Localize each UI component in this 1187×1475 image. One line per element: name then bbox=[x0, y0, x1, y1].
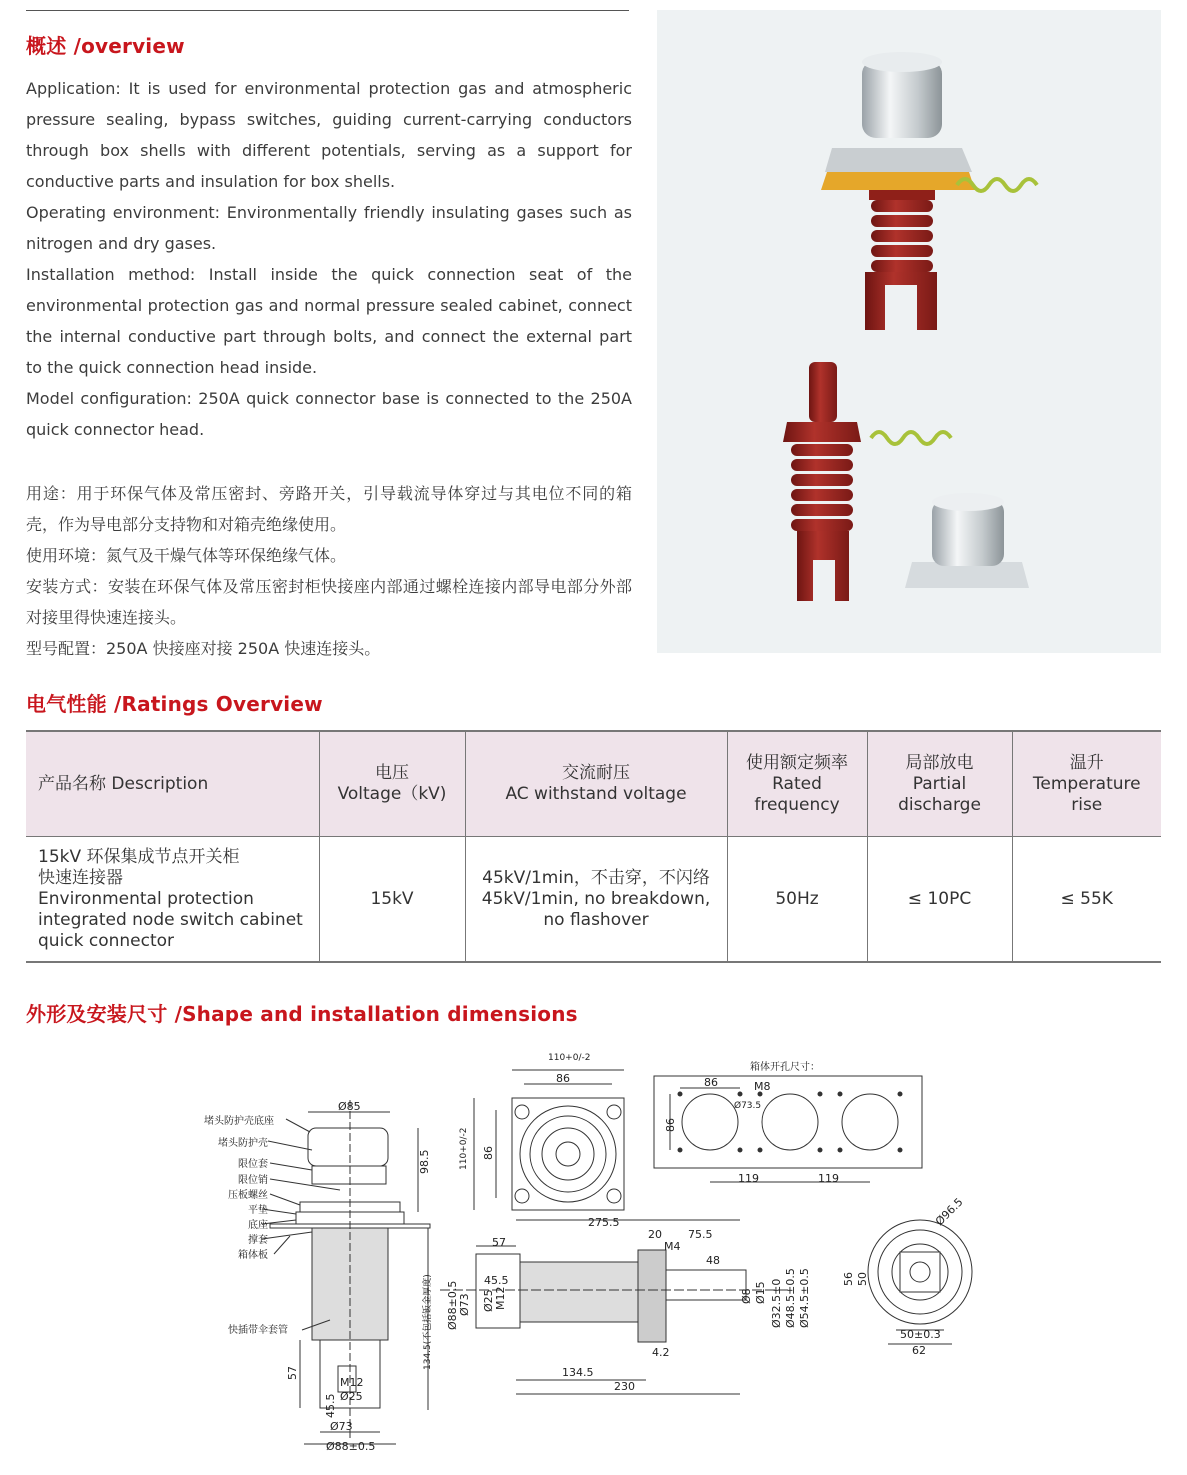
dim-m4: M4 bbox=[664, 1240, 681, 1253]
dim-50-v: 50 bbox=[856, 1272, 869, 1286]
label-base: 底座 bbox=[248, 1220, 268, 1231]
dim-134-5-mid: 134.5 bbox=[562, 1366, 594, 1379]
overview-installation: Installation method: Install inside the quick connection seat of the environmental protection gas and normal pressure sealed cabinet, connect the internal conductive part through bolts, and connect the external part to the quick connection head inside. bbox=[26, 265, 632, 377]
dim-d25: Ø25 bbox=[340, 1390, 363, 1403]
dimension-drawing bbox=[0, 1040, 1187, 1470]
hole-pattern-view bbox=[654, 1076, 922, 1182]
dimension-drawing-svg bbox=[0, 1040, 1187, 1470]
dim-86-side: 86 bbox=[482, 1146, 495, 1160]
cell-temperature-rise: ≤ 55K bbox=[1012, 837, 1161, 963]
ratings-heading: 电气性能 /Ratings Overview bbox=[26, 692, 323, 716]
dim-m12: M12 bbox=[340, 1376, 364, 1389]
cell-voltage: 15kV bbox=[319, 837, 465, 963]
dim-48: 48 bbox=[706, 1254, 720, 1267]
label-support-sleeve: 撑套 bbox=[248, 1235, 268, 1246]
product-photo bbox=[657, 10, 1161, 653]
dim-275-5: 275.5 bbox=[588, 1216, 620, 1229]
dim-d88: Ø88±0.5 bbox=[326, 1440, 376, 1453]
overview-model: Model configuration: 250A quick connector base is connected to the 250A quick connector head. bbox=[26, 389, 632, 439]
header-description: 产品名称 Description bbox=[26, 731, 319, 837]
dim-230: 230 bbox=[614, 1380, 635, 1393]
header-temperature-rise: 温升 Temperature rise bbox=[1012, 731, 1161, 837]
overview-zh-application: 用途：用于环保气体及常压密封、旁路开关，引导载流导体穿过与其电位不同的箱壳，作为导电部分支持物和对箱壳绝缘使用。 bbox=[26, 484, 632, 534]
dim-hole-86: 86 bbox=[704, 1076, 718, 1089]
label-cap: 堵头防护壳 bbox=[218, 1138, 268, 1149]
dim-m8: M8 bbox=[754, 1080, 771, 1093]
dimensions-heading: 外形及安装尺寸 /Shape and installation dimensions bbox=[26, 1002, 578, 1026]
top-rule bbox=[26, 10, 629, 11]
cell-partial-discharge: ≤ 10PC bbox=[867, 837, 1012, 963]
dim-d88-mid: Ø88±0.5 bbox=[446, 1280, 459, 1330]
dim-d96-5: Ø96.5 bbox=[932, 1195, 966, 1229]
dim-57-mid: 57 bbox=[492, 1236, 506, 1249]
dim-d15: Ø15 bbox=[754, 1281, 767, 1304]
dim-110-side: 110+0/-2 bbox=[459, 1127, 469, 1170]
top-view bbox=[474, 1070, 624, 1210]
dim-d73-mid: Ø73 bbox=[458, 1293, 471, 1316]
ratings-header-row bbox=[26, 731, 1161, 837]
overview-chinese bbox=[26, 478, 632, 664]
cell-description: 15kV 环保集成节点开关柜 快速连接器 Environmental protection integrated node switch cabinet quick connector bbox=[26, 837, 319, 963]
label-stop-pin: 限位销 bbox=[238, 1175, 268, 1186]
label-box-plate: 箱体板 bbox=[238, 1250, 268, 1261]
dim-d32-5: Ø32.5±0 bbox=[770, 1278, 783, 1328]
end-view bbox=[868, 1220, 972, 1344]
overview-english bbox=[26, 73, 632, 445]
label-cap-base: 堵头防护壳底座 bbox=[204, 1116, 274, 1127]
dim-m12-mid: M12 bbox=[494, 1286, 507, 1310]
cell-frequency: 50Hz bbox=[727, 837, 867, 963]
dim-98-5: 98.5 bbox=[418, 1149, 431, 1174]
dim-110-top: 110+0/-2 bbox=[548, 1053, 591, 1063]
dim-57: 57 bbox=[286, 1366, 299, 1380]
dim-d54-5: Ø54.5±0.5 bbox=[798, 1268, 811, 1328]
overview-zh-environment: 使用环境：氮气及干燥气体等环保绝缘气体。 bbox=[26, 546, 347, 565]
dim-20: 20 bbox=[648, 1228, 662, 1241]
dim-d85: Ø85 bbox=[338, 1100, 361, 1113]
dim-119-a: 119 bbox=[738, 1172, 759, 1185]
overview-zh-installation: 安装方式：安装在环保气体及常压密封柜快接座内部通过螺栓连接内部导电部分外部对接里得快速连接头。 bbox=[26, 577, 632, 627]
overview-heading: 概述 /overview bbox=[26, 34, 185, 58]
protective-cap bbox=[905, 493, 1029, 588]
dim-d73-5: Ø73.5 bbox=[734, 1101, 762, 1111]
hole-title: 箱体开孔尺寸： bbox=[750, 1062, 820, 1073]
dim-119-b: 119 bbox=[818, 1172, 839, 1185]
dim-86-top: 86 bbox=[556, 1072, 570, 1085]
dim-45-5: 45.5 bbox=[324, 1393, 337, 1418]
cell-ac-withstand: 45kV/1min，不击穿，不闪络 45kV/1min, no breakdown, no flashover bbox=[465, 837, 727, 963]
header-frequency: 使用额定频率 Rated frequency bbox=[727, 731, 867, 837]
header-partial-discharge: 局部放电 Partial discharge bbox=[867, 731, 1012, 837]
overview-zh-model: 型号配置：250A 快接座对接 250A 快速连接头。 bbox=[26, 639, 381, 658]
dim-50-h: 50±0.3 bbox=[900, 1328, 941, 1341]
dim-d25-mid: Ø25 bbox=[482, 1289, 495, 1312]
dim-hole-86-v: 86 bbox=[664, 1118, 677, 1132]
label-plate-screw: 压板螺丝 bbox=[228, 1190, 268, 1201]
header-voltage: 电压 Voltage（kV) bbox=[319, 731, 465, 837]
ratings-table bbox=[26, 730, 1161, 963]
overview-application: Application: It is used for environmental protection gas and atmospheric pressure sealing, bypass switches, guiding current-carrying conductors through box shells with different potentials, serving as a support for conductive parts and insulation for box shells. bbox=[26, 79, 632, 191]
dim-45-5-mid: 45.5 bbox=[484, 1274, 509, 1287]
connector-illustration bbox=[657, 10, 1161, 653]
dim-4-2: 4.2 bbox=[652, 1346, 670, 1359]
label-bushing: 快插带伞套管 bbox=[228, 1325, 288, 1336]
dim-75-5: 75.5 bbox=[688, 1228, 713, 1241]
dim-d73: Ø73 bbox=[330, 1420, 353, 1433]
label-stop-sleeve: 限位套 bbox=[238, 1159, 268, 1170]
dim-62: 62 bbox=[912, 1344, 926, 1357]
table-row bbox=[26, 837, 1161, 963]
overview-environment: Operating environment: Environmentally friendly insulating gases such as nitrogen and dry gases. bbox=[26, 203, 632, 253]
assembled-connector bbox=[821, 52, 1037, 330]
dim-134-5: 134.5(不包括钣金厚度) bbox=[423, 1274, 433, 1370]
dim-d8: Ø8 bbox=[740, 1288, 753, 1304]
dim-d48-5: Ø48.5±0.5 bbox=[784, 1268, 797, 1328]
dim-56: 56 bbox=[842, 1272, 855, 1286]
header-ac-withstand: 交流耐压 AC withstand voltage bbox=[465, 731, 727, 837]
label-washer: 平垫 bbox=[248, 1205, 268, 1216]
